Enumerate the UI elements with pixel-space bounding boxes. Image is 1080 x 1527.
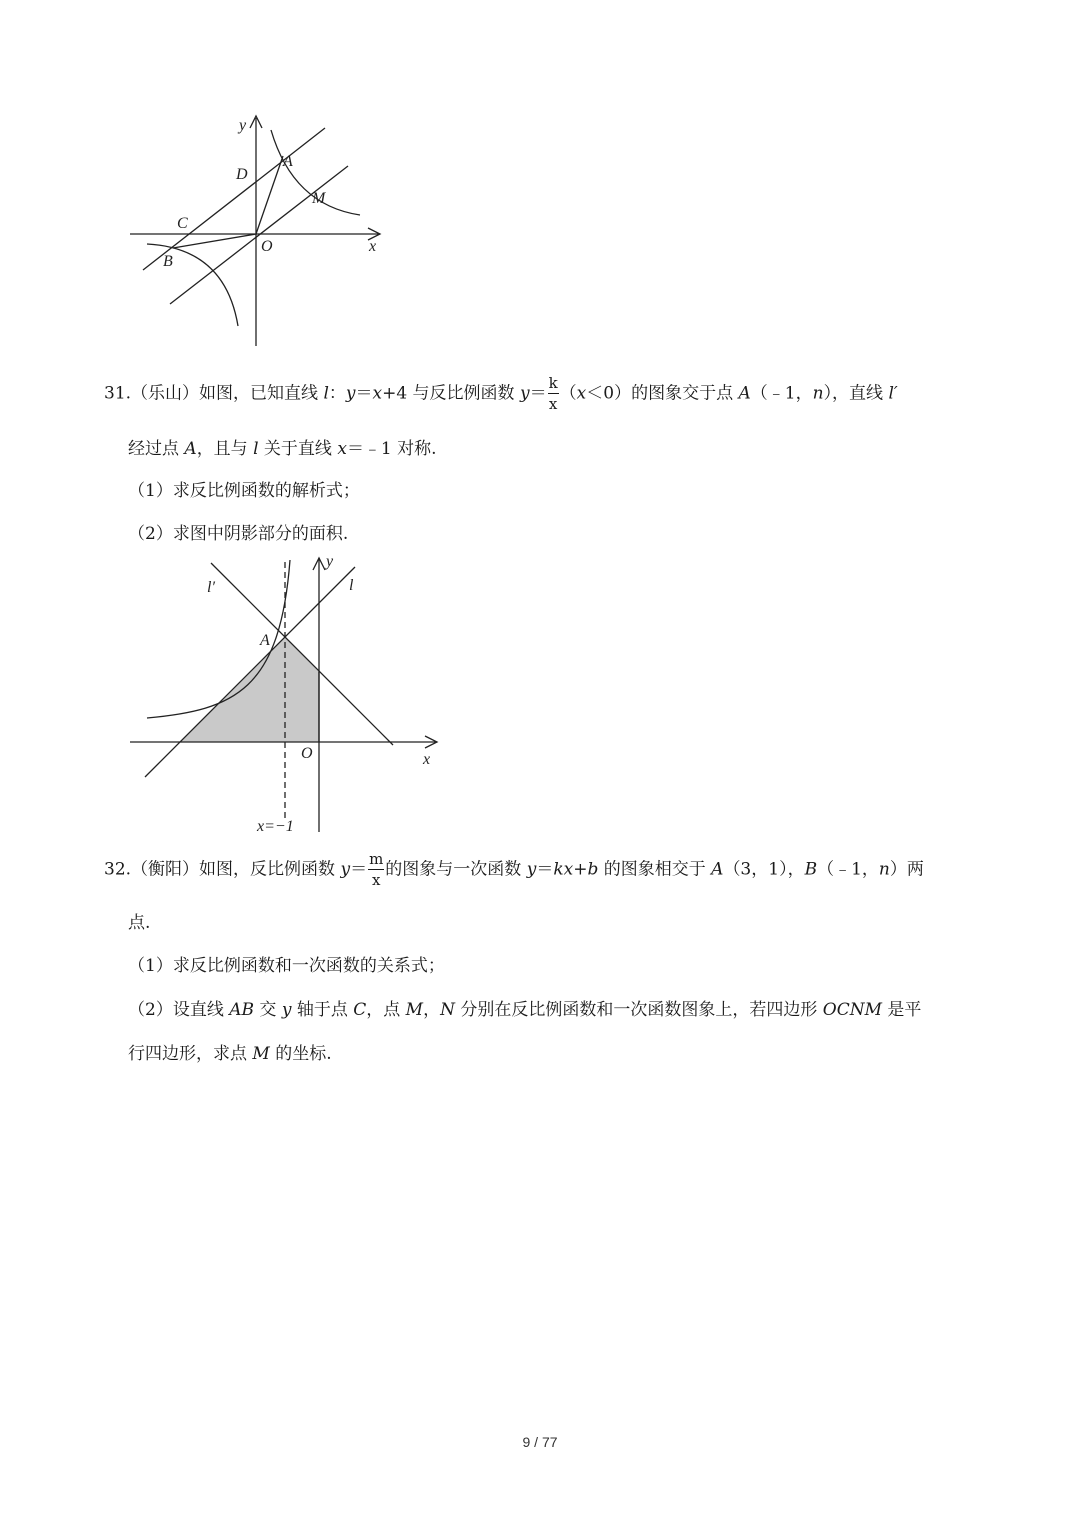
q32-number: 32.: [104, 859, 132, 880]
q32-subquestion-2: （2）设直线 AB 交 y 轴于点 C，点 M，N 分别在反比例函数和一次函数图象上，若四边形 OCNM 是平: [128, 1000, 922, 1020]
fraction-k-over-x: $\frac{k}{x}$: [548, 374, 558, 413]
page-number: 9 / 77: [522, 1434, 558, 1450]
fig2-x-label: x: [423, 751, 431, 768]
fig1-origin-label: O: [261, 238, 273, 255]
fig1-point-c-label: C: [177, 215, 188, 232]
figure-2-graph: [125, 550, 445, 840]
fig2-origin-label: O: [301, 745, 313, 762]
fig2-x-equals-minus-1-label: x=−1: [257, 818, 294, 835]
fig2-l-label: l: [349, 577, 354, 594]
fig1-x-label: x: [369, 238, 377, 255]
figure-1-graph: [125, 110, 385, 350]
q31-subquestion-1: （1）求反比例函数的解析式；: [128, 481, 360, 501]
q32-line-1: 32.（衡阳）如图，反比例函数 y＝ $\frac{m}{x}$ 的图象与一次函数 y＝kx+b 的图象相交于 A（3，1），B（﹣1，n）两: [104, 850, 924, 889]
fig1-point-b-label: B: [163, 253, 173, 270]
fig1-point-a-label: A: [283, 153, 293, 170]
q32-subquestion-1: （1）求反比例函数和一次函数的关系式；: [128, 956, 445, 976]
fraction-m-over-x: $\frac{m}{x}$: [369, 850, 384, 889]
q31-line-2: 经过点 A，且与 l 关于直线 x＝﹣1 对称.: [128, 439, 437, 459]
fig1-point-d-label: D: [236, 166, 248, 183]
q31-line-1: 31.（乐山）如图，已知直线 l：y＝x+4 与反比例函数 y＝ $\frac{k}{x}$ （x＜0）的图象交于点 A（﹣1，n），直线 l′: [104, 374, 898, 413]
q32-subquestion-2-cont: 行四边形，求点 M 的坐标.: [128, 1044, 332, 1064]
fig1-y-label: y: [239, 117, 247, 134]
q31-subquestion-2: （2）求图中阴影部分的面积.: [128, 524, 349, 544]
q31-number: 31.: [104, 383, 132, 404]
fig1-point-m-label: M: [312, 190, 326, 207]
fig2-lprime-label: l′: [207, 579, 215, 596]
q32-line-2: 点.: [128, 913, 151, 933]
fig2-point-a-label: A: [260, 632, 270, 649]
fig2-y-label: y: [326, 553, 334, 570]
